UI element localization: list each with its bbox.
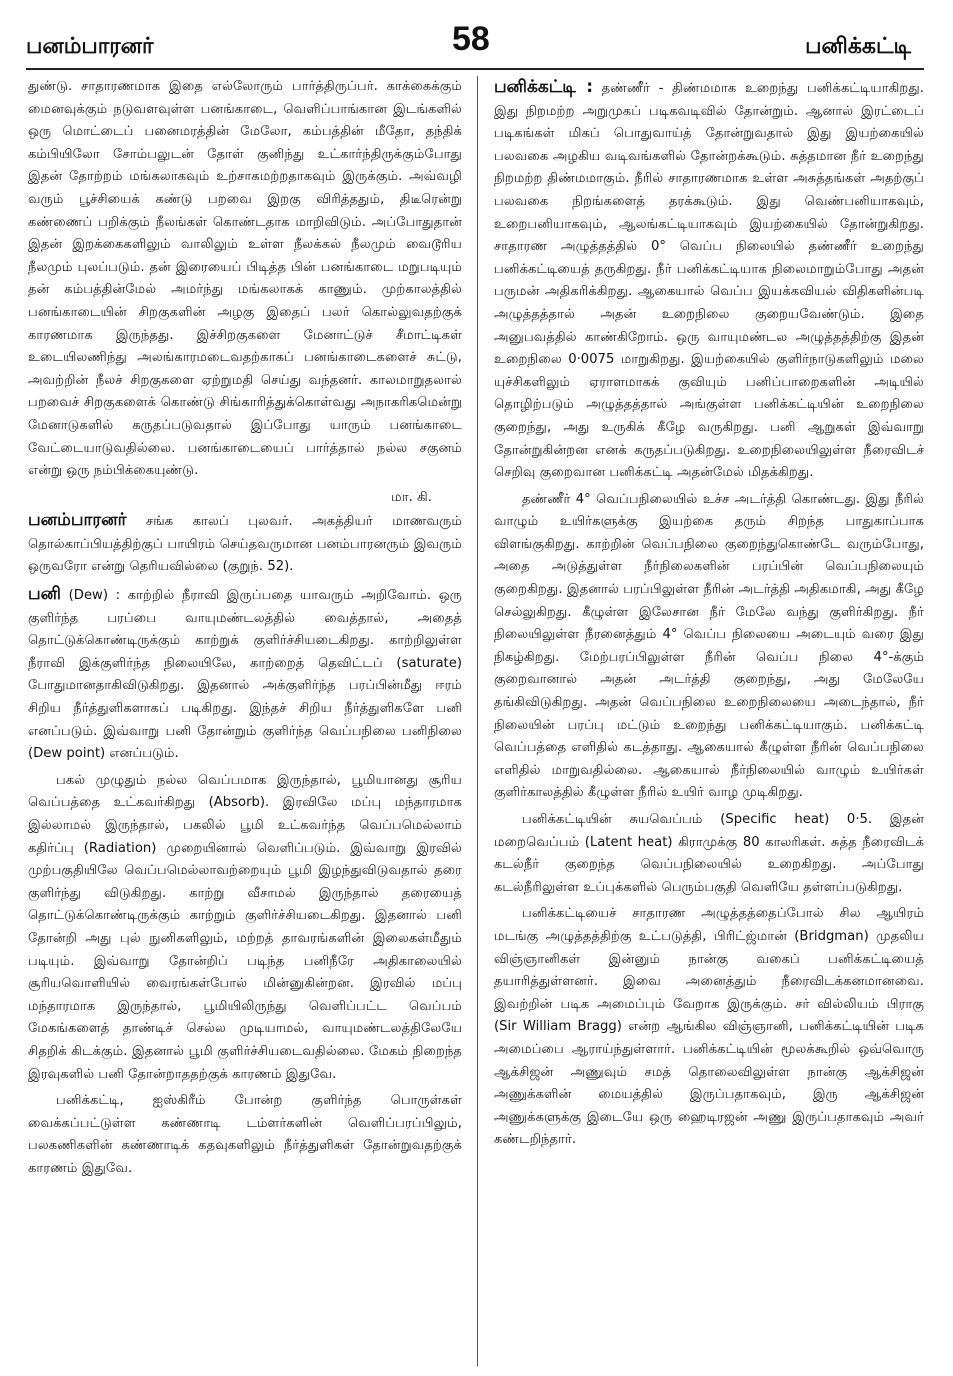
entry-panikkatti: [494, 76, 924, 485]
paragraph-dew-night: பகல் முழுதும் நல்ல வெப்பமாக இருந்தால், பூமியானது சூரிய வெப்பத்தை உட்கவர்கிறது (Absorb). இரவிலே மப்பு மந்தாரமாக இல்லாமல் இருந்தால், பகலில் பூமி உட்கவர்ந்த வெப்பமெல்லாம் கதிர்ப்பு (Radiation) முறையினால் வெளிப்படும். இவ்வாறு இரவில் முற்பகுதியிலே வெப்பமெல்லாவற்றையும் பூமி இழந்துவிடுவதால் தரை குளிர்ந்து விடுகிறது. காற்று வீசாமல் இருந்தால் தரையைத் தொட்டுக்கொண்டிருக்கும் காற்றும் குளிர்ச்சியடைகிறது. இதனால் பனி தோன்றி அது புல் நுனிகளிலும், மற்றத் தாவரங்களின் இலைகள்மீதும் படியும். இவ்வாறு தோன்றிப் படிந்த பனிநீரே அதிகாலையில் சூரியவொளியில் வைரங்கள்போல் மின்னுகின்றன. இரவில் மப்பு மந்தாரமாக இருந்தால், பூமியிலிருந்து வெளிப்பட்ட வெப்பம் மேகங்களைத் தாண்டிச் செல்ல முடியாமல், வாயுமண்டலத்திலேயே சிதறிக் கிடக்கும். இதனால் பூமி குளிர்ச்சியடைவதில்லை. மேகம் நிறைந்த இரவுகளில் பனி தோன்றாததற்குக் காரணம் இதுவே.: [28, 772, 462, 1082]
right-column: [494, 76, 924, 1366]
headword-pani-english: (Dew) :: [68, 588, 121, 604]
running-head-right: பனிக்கட்டி: [805, 34, 911, 59]
paragraph-dew-glass: பனிக்கட்டி, ஐஸ்கிரீம் போன்ற குளிர்ந்த பொருள்கள் வைக்கப்பட்டுள்ள கண்ணாடி டம்ளர்களின் வெளிப்பரப்பிலும், பலகணிகளின் கண்ணாடிக் கதவுகளிலும் நீர்த்துளிகள் தோன்றுவதற்குக் காரணம் இதுவே.: [28, 1093, 462, 1176]
column-divider: [477, 76, 478, 1366]
header-rule: [26, 68, 924, 70]
entry-pani-text: காற்றில் நீராவி இருப்பதை யாவரும் அறிவோம். ஒரு குளிர்ந்த பரப்பை வாயுமண்டலத்தில் வைத்தால், அதைத் தொட்டுக்கொண்டிருக்கும் காற்றுக் குளிர்ச்சியடைகிறது. காற்றிலுள்ள நீராவி இக்குளிர்ந்த நிலையிலே, காற்றைத் தெவிட்டப் (saturate) போதுமானதாகிவிடுகிறது. இதனால் அக்குளிர்ந்த பரப்பின்மீது ஈரம் சிறிய நீர்த்துளிகளாகப் படிகிறது. இந்தச் சிறிய நீர்த்துளிகளே பனி எனப்படும். இவ்வாறு பனி தோன்றும் குளிர்ந்த வெப்பநிலை பனிநிலை (Dew point) எனப்படும்.: [28, 588, 462, 762]
author-initials: மா. கி.: [391, 489, 432, 505]
paragraph-crystal-structure: பனிக்கட்டியைச் சாதாரண அழுத்தத்தைப்போல் சில ஆயிரம் மடங்கு அழுத்தத்திற்கு உட்படுத்தி, பிரிட்ஜ்மான் (Bridgman) முதலிய விஞ்ஞானிகள் இன்னும் நான்கு வகைப் பனிக்கட்டியைத் தயாரித்துள்ளனர். இவை அனைத்தும் நீரைவிடக்கனமானவை. இவற்றின் படிக அமைப்பும் வேறாக இருக்கும். சர் வில்லியம் பிராகு (Sir William Bragg) என்ற ஆங்கில விஞ்ஞானி, பனிக்கட்டியின் படிக அமைப்பை ஆராய்ந்துள்ளார். பனிக்கட்டியின் மூலக்கூறில் ஒவ்வொரு ஆக்சிஜன் அணுவும் சமத் தொலைவிலுள்ள நான்கு ஆக்சிஜன் அணுக்களின் மையத்தில் இருப்பதாகவும், இரு ஆக்சிஜன் அணுக்களுக்கு இடையே ஒரு ஹைடிரஜன் அணு இருப்பதாகவும் அவர் கண்டறிந்தார்.: [494, 906, 924, 1148]
entry-panangadai-continued: துண்டு. சாதாரணமாக இதை எல்லோரும் பார்த்திருப்பர். காக்கைக்கும் மைனவுக்கும் நடுவளவுள்ள பனங்காடை, வெளிப்பாங்கான இடங்களில் ஒரு மொட்டைப் பனைமரத்தின் மேலோ, கம்பத்தின் மீதோ, தந்திக் கம்பியிலோ சோம்பலுடன் தோள் குனிந்து உட்கார்ந்திருக்கும்போது இதன் தோற்றம் மங்கலாகவும் உற்சாகமற்றதாகவும் இருக்கும். அவ்வழி வரும் பூச்சியைக் கண்டு பறவை இறகு விரித்ததும், திடீரென்று கண்ணைப் பறிக்கும் நீலங்கள் கொண்டதாக மாறிவிடும். அப்போதுதான் இதன் இறக்கைகளிலும் வாலிலும் உள்ள நீலக்கல் நீலமும் வைடூரிய நீலமும் புலப்படும். தன் இரையைப் பிடித்த பின் பனங்காடை மறுபடியும் தன் கம்பத்தின்மேல் அமர்ந்து மங்கலாகக் காணும். முற்காலத்தில் பனங்காடையின் சிறகுகளின் அழகு இதைப் பலர் கொல்லுவதற்குக் காரணமாக இருந்தது. இச்சிறகுகளை மேனாட்டுச் சீமாட்டிகள் உடையிலணிந்து அலங்காரமடைவதற்காகப் பனங்காடைகளைச் சுட்டு, அவற்றின் நீலச் சிறகுகளை ஏற்றுமதி செய்து வந்தனர். காலமாறுதலால் பறவைச் சிறகுகளைக் கொண்டு சிங்காரித்துக்கொள்வது அநாகரிகமென்று மேனாடுகளில் கருதப்படுவதால் இப்போது யாரும் பனங்காடை வேட்டையாடுவதில்லை. பனங்காடையைப் பார்த்தால் நல்ல சகுனம் என்று ஒரு நம்பிக்கையுண்டு.: [28, 79, 462, 479]
left-column: [28, 76, 462, 1366]
paragraph-specific-heat: பனிக்கட்டியின் சுயவெப்பம் (Specific heat) 0·5. இதன் மறைவெப்பம் (Latent heat) கிராமுக்கு 80 காலரிகள். சுத்த நீரைவிடக் கடல்நீர் குறைந்த வெப்பநிலையில் உறைகிறது. அப்போது கடல்நீரிலுள்ள உப்புக்களில் பெரும்பகுதி வெளியே தள்ளப்படுகிறது.: [494, 812, 924, 895]
page-number: 58: [452, 20, 490, 58]
paragraph-density: தண்ணீர் 4° வெப்பநிலையில் உச்ச அடர்த்தி கொண்டது. இது நீரில் வாழும் உயிர்களுக்கு இயற்கை தரும் சிறந்த பாதுகாப்பாக விளங்குகிறது. காற்றின் வெப்பநிலை குறைந்துகொண்டே வரும்போது, அதை அடுத்துள்ள நீர்நிலைகளின் பரப்பின் வெப்பநிலையும் குறைகிறது. இதனால் பரப்பிலுள்ள நீரின் அடர்த்தி அதிகமாகி, அது கீழே செல்லுகிறது. கீழுள்ள இலேசான நீர் மேலே வந்து குளிர்கிறது. நீர் நிலையிலுள்ள நீரனைத்தும் 4° வெப்ப நிலையை அடையும் வரை இது நிகழ்கிறது. மேற்பரப்பிலுள்ள நீரின் வெப்ப நிலை 4°-க்கும் குறைவானால் அதன் அடர்த்தி குறைந்து, அது மேலேயே தங்கிவிடுகிறது. அதன் வெப்பநிலை உறைநிலையை அடைந்தால், நீர் நிலையின் பரப்பு மட்டும் உறைந்து பனிக்கட்டியாகும். பனிக்கட்டி வெப்பத்தை எளிதில் கடத்தாது. ஆகையால் கீழுள்ள நீரின் வெப்பநிலை எளிதில் மாறுவதில்லை. ஆகையால் நீர்நிலையில் வாழும் உயிர்கள் குளிர்காலத்தில் கீழுள்ள நீரில் உயிர் வாழ முடிகிறது.: [494, 491, 924, 801]
running-head-left: பனம்பாரனர்: [26, 34, 154, 59]
entry-panikkatti-text: தண்ணீர் - திண்மமாக உறைந்து பனிக்கட்டியாகிறது. இது நிறமற்ற அறுமுகப் படிகவடிவில் தோன்றும். ஆனால் இரட்டைப் படிகங்கள் மிகப் பொதுவாய்த் தோன்றுவதால் இது இயற்கையில் பலவகை அழகிய வடிவங்களில் தோன்றக்கூடும். சுத்தமான நீர் உறைந்து நிறமற்ற திண்மமாகும். நீரில் சாதாரணமாக உள்ள அசுத்தங்கள் அதற்குப் பலவகை நிறங்களைத் தரக்கூடும். இது வெண்பனியாகவும், உறைபனியாகவும், ஆலங்கட்டியாகவும் இயற்கையில் தோன்றுகிறது. சாதாரண அழுத்தத்தில் 0° வெப்ப நிலையில் தண்ணீர் உறைந்து பனிக்கட்டியைத் தருகிறது. நீர் பனிக்கட்டியாக நிலைமாறும்போது அதன் பருமன் அதிகரிக்கிறது. ஆகையால் வெப்ப இயக்கவியல் விதிகளின்படி அழுத்தத்தால் அதன் உறைநிலை குறையவேண்டும். இதை அனுபவத்தில் காண்கிறோம். ஒரு வாயுமண்டல அழுத்தத்திற்கு இதன் உறைநிலை 0·0075 மாறுகிறது. இயற்கையில் குளிர்நாடுகளிலும் மலை யுச்சிகளிலும் ஏராளமாகக் குவியும் பனிப்பாறைகளின் அடியில் தொழிற்படும் அழுத்தத்தால் அங்குள்ள பனிக்கட்டியின் உறைநிலை குறைந்து, அது உருகிக் கீழே வருகிறது. பனி ஆறுகள் இவ்வாறு தோன்றுகின்றன எனக் கருதப்படுகிறது. உறைநிலையிலுள்ள நீரைவிடச் செறிவு குறைவான பனிக்கட்டி அதன்மேல் மிதக்கிறது.: [494, 81, 924, 481]
entry-panamparanar: [28, 509, 462, 579]
headword-panikkatti: பனிக்கட்டி :: [494, 77, 593, 97]
headword-panamparanar: பனம்பாரனர்: [28, 510, 127, 531]
headword-pani: பனி: [28, 584, 61, 605]
page-header: [0, 0, 953, 62]
entry-panamparanar-text: சங்க காலப் புலவர். அகத்தியர் மாணவரும் தொல்காப்பியத்திற்குப் பாயிரம் செய்தவருமான பனம்பாரனரும் இவரும் ஒருவரோ என்று தெரியவில்லை (குறுந். 52).: [28, 514, 462, 575]
entry-pani: [28, 583, 462, 766]
